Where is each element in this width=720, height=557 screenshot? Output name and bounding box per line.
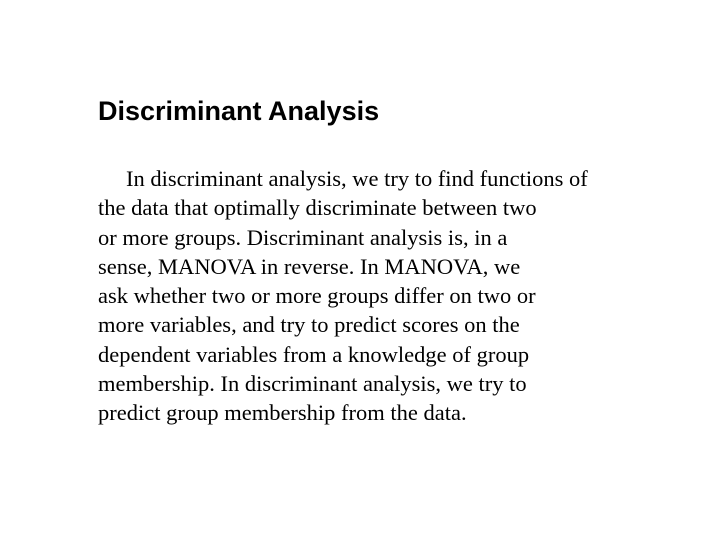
body-line: sense, MANOVA in reverse. In MANOVA, we — [98, 253, 521, 279]
body-line: ask whether two or more groups differ on two or — [98, 283, 536, 309]
body-line: dependent variables from a knowledge of group — [98, 341, 530, 367]
body-line: In discriminant analysis, we try to find functions of — [126, 166, 588, 191]
body-line: predict group membership from the data. — [98, 400, 467, 426]
slide-body-paragraph — [98, 164, 588, 428]
body-line: membership. In discriminant analysis, we try to — [98, 371, 527, 397]
slide-title: Discriminant Analysis — [98, 96, 380, 126]
body-line: more variables, and try to predict scores on the — [98, 312, 520, 338]
body-line: or more groups. Discriminant analysis is, in a — [98, 224, 508, 250]
body-line: the data that optimally discriminate between two — [98, 195, 537, 221]
